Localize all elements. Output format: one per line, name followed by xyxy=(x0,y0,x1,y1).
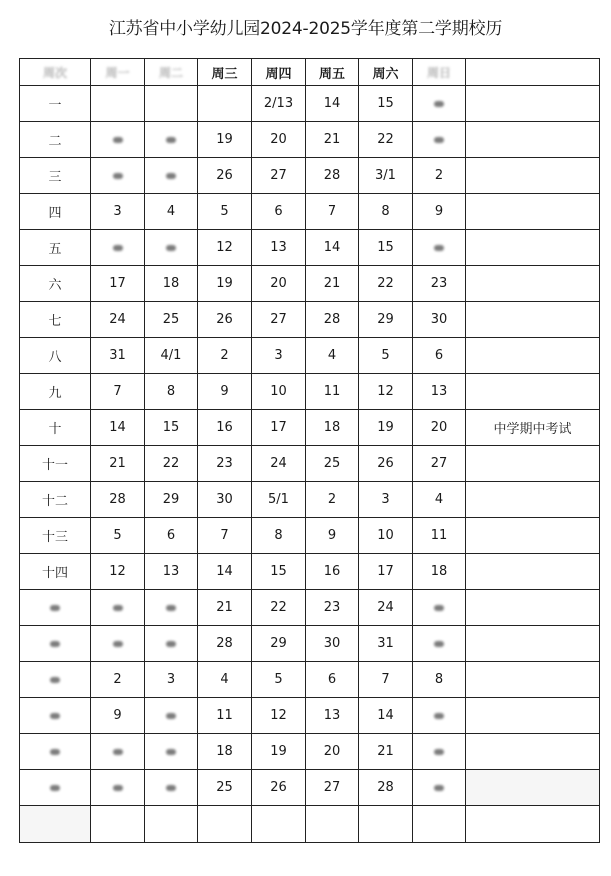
week-row xyxy=(20,446,600,482)
week-row xyxy=(20,626,600,662)
date-cell: 15 xyxy=(359,86,413,122)
date-cell xyxy=(413,590,466,626)
date-cell: 2 xyxy=(91,662,145,698)
smudged-header-text: 周一 xyxy=(105,65,130,80)
note-cell xyxy=(466,554,600,590)
header-cell xyxy=(91,59,145,86)
header-row xyxy=(20,59,600,86)
week-number-cell xyxy=(20,770,91,806)
date-cell: 5 xyxy=(91,518,145,554)
note-cell xyxy=(466,230,600,266)
date-cell xyxy=(252,806,306,843)
date-cell: 17 xyxy=(252,410,306,446)
smudge-mark xyxy=(434,641,444,647)
smudge-mark xyxy=(434,785,444,791)
date-cell: 9 xyxy=(413,194,466,230)
note-cell xyxy=(466,86,600,122)
date-cell: 6 xyxy=(306,662,359,698)
week-number-cell: 十三 xyxy=(20,518,91,554)
date-cell: 21 xyxy=(306,266,359,302)
header-cell: 周三 xyxy=(198,59,252,86)
week-row xyxy=(20,734,600,770)
date-cell: 2 xyxy=(198,338,252,374)
date-cell: 12 xyxy=(252,698,306,734)
date-cell xyxy=(91,230,145,266)
week-row xyxy=(20,158,600,194)
date-cell: 27 xyxy=(306,770,359,806)
week-row xyxy=(20,662,600,698)
week-number-cell: 十一 xyxy=(20,446,91,482)
week-row xyxy=(20,554,600,590)
week-row xyxy=(20,374,600,410)
date-cell: 3/1 xyxy=(359,158,413,194)
date-cell: 9 xyxy=(306,518,359,554)
date-cell xyxy=(413,698,466,734)
date-cell xyxy=(145,698,198,734)
date-cell: 15 xyxy=(145,410,198,446)
smudge-mark xyxy=(166,785,176,791)
smudge-mark xyxy=(50,677,60,683)
date-cell xyxy=(145,770,198,806)
date-cell xyxy=(145,590,198,626)
date-cell: 16 xyxy=(306,554,359,590)
date-cell: 8 xyxy=(252,518,306,554)
note-cell xyxy=(466,734,600,770)
header-cell: 周五 xyxy=(306,59,359,86)
header-cell: 周六 xyxy=(359,59,413,86)
date-cell: 18 xyxy=(145,266,198,302)
date-cell: 19 xyxy=(359,410,413,446)
date-cell xyxy=(145,122,198,158)
date-cell: 5 xyxy=(359,338,413,374)
date-cell xyxy=(413,230,466,266)
date-cell: 27 xyxy=(413,446,466,482)
note-cell xyxy=(466,626,600,662)
date-cell: 25 xyxy=(306,446,359,482)
date-cell: 22 xyxy=(145,446,198,482)
week-row xyxy=(20,518,600,554)
date-cell: 4 xyxy=(413,482,466,518)
date-cell: 6 xyxy=(145,518,198,554)
week-number-cell xyxy=(20,626,91,662)
week-number-cell: 四 xyxy=(20,194,91,230)
week-number-cell xyxy=(20,806,91,843)
note-cell xyxy=(466,698,600,734)
note-cell xyxy=(466,266,600,302)
date-cell: 21 xyxy=(198,590,252,626)
smudge-mark xyxy=(434,713,444,719)
smudge-mark xyxy=(166,605,176,611)
smudge-mark xyxy=(50,605,60,611)
smudged-header-text: 周次 xyxy=(42,65,67,80)
date-cell xyxy=(413,734,466,770)
week-number-cell xyxy=(20,734,91,770)
header-cell: 周四 xyxy=(252,59,306,86)
date-cell xyxy=(91,158,145,194)
date-cell: 15 xyxy=(252,554,306,590)
date-cell: 22 xyxy=(252,590,306,626)
date-cell: 7 xyxy=(198,518,252,554)
date-cell: 28 xyxy=(198,626,252,662)
date-cell xyxy=(413,626,466,662)
date-cell: 30 xyxy=(198,482,252,518)
week-number-cell: 九 xyxy=(20,374,91,410)
date-cell: 23 xyxy=(413,266,466,302)
week-row xyxy=(20,266,600,302)
smudge-mark xyxy=(50,749,60,755)
date-cell: 5/1 xyxy=(252,482,306,518)
date-cell xyxy=(91,806,145,843)
note-cell xyxy=(466,770,600,806)
smudge-mark xyxy=(113,785,123,791)
date-cell: 19 xyxy=(198,122,252,158)
week-row xyxy=(20,122,600,158)
date-cell xyxy=(91,626,145,662)
date-cell: 13 xyxy=(252,230,306,266)
week-row xyxy=(20,410,600,446)
date-cell: 18 xyxy=(413,554,466,590)
smudge-mark xyxy=(434,605,444,611)
smudge-mark xyxy=(434,137,444,143)
date-cell: 25 xyxy=(145,302,198,338)
week-row xyxy=(20,482,600,518)
smudge-mark xyxy=(434,101,444,107)
date-cell: 12 xyxy=(91,554,145,590)
date-cell: 17 xyxy=(91,266,145,302)
smudge-mark xyxy=(113,641,123,647)
smudge-mark xyxy=(50,713,60,719)
date-cell: 26 xyxy=(252,770,306,806)
date-cell: 14 xyxy=(359,698,413,734)
calendar-title: 江苏省中小学幼儿园2024-2025学年度第二学期校历 xyxy=(108,19,503,39)
date-cell: 21 xyxy=(306,122,359,158)
date-cell: 28 xyxy=(306,158,359,194)
date-cell xyxy=(413,806,466,843)
date-cell xyxy=(145,158,198,194)
date-cell: 2 xyxy=(413,158,466,194)
week-row xyxy=(20,770,600,806)
date-cell: 3 xyxy=(91,194,145,230)
date-cell: 13 xyxy=(145,554,198,590)
date-cell: 12 xyxy=(198,230,252,266)
date-cell: 14 xyxy=(306,86,359,122)
date-cell: 6 xyxy=(413,338,466,374)
school-calendar-table xyxy=(19,58,600,843)
date-cell: 30 xyxy=(306,626,359,662)
note-cell xyxy=(466,338,600,374)
date-cell: 24 xyxy=(252,446,306,482)
date-cell: 17 xyxy=(359,554,413,590)
date-cell xyxy=(91,770,145,806)
week-row xyxy=(20,230,600,266)
smudge-mark xyxy=(166,137,176,143)
date-cell: 7 xyxy=(91,374,145,410)
date-cell: 6 xyxy=(252,194,306,230)
week-number-cell: 十二 xyxy=(20,482,91,518)
week-number-cell: 十 xyxy=(20,410,91,446)
date-cell xyxy=(413,86,466,122)
note-cell xyxy=(466,518,600,554)
date-cell: 3 xyxy=(359,482,413,518)
smudge-mark xyxy=(166,749,176,755)
date-cell: 4/1 xyxy=(145,338,198,374)
date-cell: 8 xyxy=(145,374,198,410)
date-cell: 27 xyxy=(252,158,306,194)
date-cell: 2 xyxy=(306,482,359,518)
date-cell: 31 xyxy=(91,338,145,374)
date-cell: 28 xyxy=(306,302,359,338)
week-number-cell: 七 xyxy=(20,302,91,338)
note-cell xyxy=(466,122,600,158)
date-cell: 25 xyxy=(198,770,252,806)
week-row xyxy=(20,194,600,230)
date-cell xyxy=(145,626,198,662)
date-cell: 29 xyxy=(252,626,306,662)
date-cell xyxy=(359,806,413,843)
date-cell: 29 xyxy=(359,302,413,338)
date-cell: 21 xyxy=(91,446,145,482)
calendar-body xyxy=(20,86,600,843)
date-cell: 21 xyxy=(359,734,413,770)
date-cell: 18 xyxy=(306,410,359,446)
smudge-mark xyxy=(166,713,176,719)
date-cell xyxy=(91,86,145,122)
note-cell xyxy=(466,302,600,338)
date-cell: 28 xyxy=(91,482,145,518)
smudge-mark xyxy=(166,173,176,179)
week-number-cell xyxy=(20,662,91,698)
header-cell xyxy=(466,59,600,86)
smudge-mark xyxy=(113,749,123,755)
smudge-mark xyxy=(434,749,444,755)
date-cell: 28 xyxy=(359,770,413,806)
date-cell: 5 xyxy=(198,194,252,230)
smudged-header-text: 周日 xyxy=(426,65,451,80)
header-cell xyxy=(413,59,466,86)
smudge-mark xyxy=(434,245,444,251)
date-cell: 26 xyxy=(198,302,252,338)
date-cell: 23 xyxy=(198,446,252,482)
week-row xyxy=(20,806,600,843)
date-cell: 24 xyxy=(91,302,145,338)
date-cell: 13 xyxy=(413,374,466,410)
date-cell: 19 xyxy=(252,734,306,770)
date-cell xyxy=(145,734,198,770)
date-cell: 20 xyxy=(306,734,359,770)
date-cell: 20 xyxy=(252,266,306,302)
smudge-mark xyxy=(113,245,123,251)
date-cell: 26 xyxy=(359,446,413,482)
date-cell: 14 xyxy=(306,230,359,266)
date-cell: 27 xyxy=(252,302,306,338)
date-cell: 18 xyxy=(198,734,252,770)
date-cell: 3 xyxy=(145,662,198,698)
date-cell: 11 xyxy=(198,698,252,734)
date-cell: 24 xyxy=(359,590,413,626)
date-cell: 8 xyxy=(359,194,413,230)
week-number-cell: 十四 xyxy=(20,554,91,590)
week-row xyxy=(20,590,600,626)
date-cell: 9 xyxy=(91,698,145,734)
note-cell xyxy=(466,482,600,518)
header-cell xyxy=(20,59,91,86)
note-cell: 中学期中考试 xyxy=(466,410,600,446)
note-cell xyxy=(466,662,600,698)
note-cell xyxy=(466,590,600,626)
smudge-mark xyxy=(50,641,60,647)
smudged-header-text: 周二 xyxy=(158,65,183,80)
week-number-cell xyxy=(20,590,91,626)
week-number-cell: 六 xyxy=(20,266,91,302)
week-number-cell: 三 xyxy=(20,158,91,194)
smudge-mark xyxy=(113,137,123,143)
date-cell: 22 xyxy=(359,266,413,302)
smudge-mark xyxy=(166,641,176,647)
week-row xyxy=(20,338,600,374)
date-cell: 11 xyxy=(306,374,359,410)
date-cell: 26 xyxy=(198,158,252,194)
note-cell xyxy=(466,158,600,194)
date-cell: 31 xyxy=(359,626,413,662)
date-cell: 11 xyxy=(413,518,466,554)
date-cell: 14 xyxy=(198,554,252,590)
date-cell: 20 xyxy=(252,122,306,158)
date-cell: 7 xyxy=(359,662,413,698)
date-cell: 19 xyxy=(198,266,252,302)
note-cell xyxy=(466,446,600,482)
date-cell: 16 xyxy=(198,410,252,446)
week-row xyxy=(20,698,600,734)
smudge-mark xyxy=(166,245,176,251)
date-cell xyxy=(145,806,198,843)
date-cell: 23 xyxy=(306,590,359,626)
date-cell: 14 xyxy=(91,410,145,446)
date-cell: 10 xyxy=(252,374,306,410)
date-cell xyxy=(145,86,198,122)
date-cell: 5 xyxy=(252,662,306,698)
date-cell xyxy=(413,122,466,158)
date-cell: 30 xyxy=(413,302,466,338)
week-number-cell xyxy=(20,698,91,734)
note-cell xyxy=(466,194,600,230)
date-cell: 2/13 xyxy=(252,86,306,122)
date-cell: 20 xyxy=(413,410,466,446)
date-cell: 15 xyxy=(359,230,413,266)
date-cell: 4 xyxy=(198,662,252,698)
week-number-cell: 五 xyxy=(20,230,91,266)
week-row xyxy=(20,86,600,122)
week-number-cell: 八 xyxy=(20,338,91,374)
smudge-mark xyxy=(113,605,123,611)
week-number-cell: 二 xyxy=(20,122,91,158)
note-cell xyxy=(466,806,600,843)
date-cell: 22 xyxy=(359,122,413,158)
date-cell: 13 xyxy=(306,698,359,734)
date-cell: 9 xyxy=(198,374,252,410)
date-cell xyxy=(145,230,198,266)
date-cell: 12 xyxy=(359,374,413,410)
date-cell: 29 xyxy=(145,482,198,518)
date-cell: 7 xyxy=(306,194,359,230)
date-cell: 3 xyxy=(252,338,306,374)
smudge-mark xyxy=(50,785,60,791)
date-cell: 4 xyxy=(306,338,359,374)
date-cell xyxy=(198,86,252,122)
date-cell: 10 xyxy=(359,518,413,554)
date-cell xyxy=(91,122,145,158)
date-cell xyxy=(306,806,359,843)
note-cell xyxy=(466,374,600,410)
date-cell xyxy=(91,590,145,626)
smudge-mark xyxy=(113,173,123,179)
date-cell: 8 xyxy=(413,662,466,698)
week-row xyxy=(20,302,600,338)
date-cell xyxy=(413,770,466,806)
header-cell xyxy=(145,59,198,86)
date-cell xyxy=(198,806,252,843)
date-cell: 4 xyxy=(145,194,198,230)
week-number-cell: 一 xyxy=(20,86,91,122)
date-cell xyxy=(91,734,145,770)
